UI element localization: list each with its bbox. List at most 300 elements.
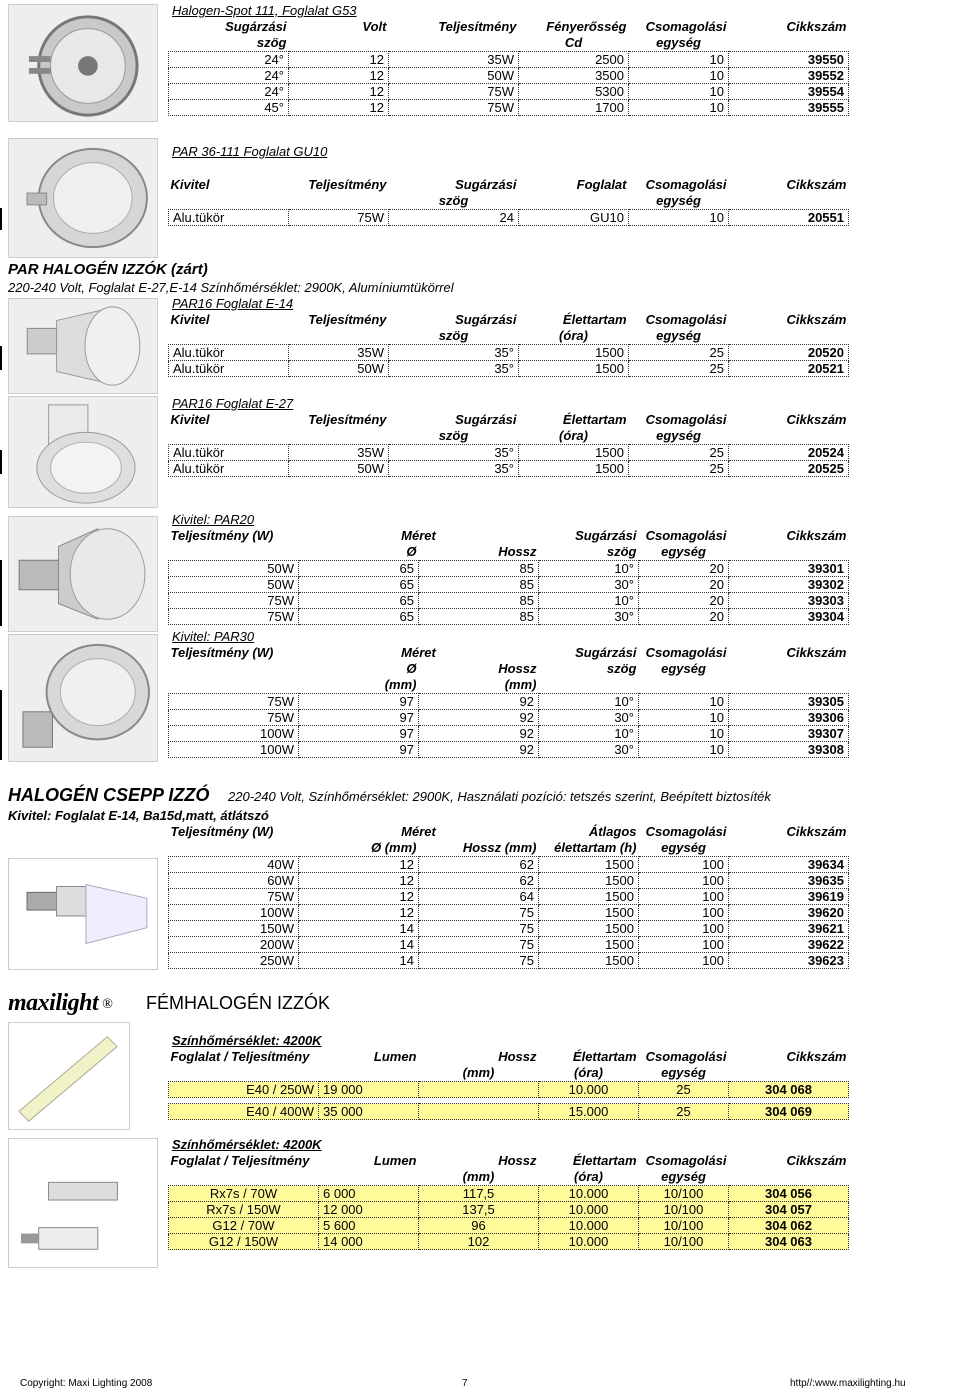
col-header: Méret	[401, 645, 436, 660]
femhalogen-rx7s-g12-photo	[8, 1138, 158, 1268]
col-header: Csomagolási	[645, 412, 727, 427]
table-cell: 137,5	[419, 1202, 539, 1218]
table-cell: 10.000	[539, 1234, 639, 1250]
col-header: Kivitel	[170, 312, 210, 327]
table-row	[169, 857, 849, 873]
table-cell: 1500	[519, 361, 629, 377]
table-cell: 25	[639, 1104, 729, 1120]
col-header: Cikkszám	[786, 645, 847, 660]
table-cell: 10	[629, 84, 729, 100]
table-cell: 12	[289, 68, 389, 84]
col-subheader: Cd	[564, 35, 583, 50]
table-row	[169, 461, 849, 477]
col-subheader: (mm)	[462, 1169, 495, 1184]
table-header-row	[169, 528, 849, 544]
table-cell: 20	[639, 593, 729, 609]
table-header-row	[169, 1065, 849, 1082]
par36-table	[168, 177, 849, 226]
margin-bar	[0, 346, 2, 370]
table-cell: 39554	[729, 84, 849, 100]
table-cell: 1500	[519, 345, 629, 361]
table-cell: 24°	[169, 68, 289, 84]
table-cell: 1500	[519, 445, 629, 461]
col-header: Cikkszám	[786, 1153, 847, 1168]
col-header: Teljesítmény	[308, 412, 387, 427]
table-cell: 12	[299, 889, 419, 905]
table-cell: 14	[299, 921, 419, 937]
table-cell: 250W	[169, 953, 299, 969]
section-title: Halogen-Spot 111, Foglalat G53	[172, 3, 357, 18]
table-cell: 1500	[519, 461, 629, 477]
table-cell: 12	[289, 52, 389, 68]
col-header: Fényerősség	[546, 19, 627, 34]
table-cell: 64	[419, 889, 539, 905]
table-cell: 39308	[729, 742, 849, 758]
femhalogen-table-2	[168, 1153, 849, 1250]
csepp-kivitel: Kivitel: Foglalat E-14, Ba15d,matt, átlátszó	[8, 808, 269, 823]
col-subheader: egység	[656, 328, 701, 343]
table-cell: 10	[629, 68, 729, 84]
table-cell: 92	[419, 742, 539, 758]
table-cell: 39303	[729, 593, 849, 609]
table-cell: Alu.tükör	[169, 445, 289, 461]
col-header: Átlagos	[588, 824, 637, 839]
table-row	[169, 345, 849, 361]
par16-e27-table	[168, 412, 849, 477]
col-header: Kivitel	[170, 412, 210, 427]
table-cell: 75W	[169, 710, 299, 726]
table-cell: 10/100	[639, 1218, 729, 1234]
par20-photo	[8, 516, 158, 632]
table-cell: 10	[639, 742, 729, 758]
table-cell: 97	[299, 694, 419, 710]
table-cell: 10	[629, 52, 729, 68]
table-row	[169, 710, 849, 726]
femhalogen-heading: FÉMHALOGÉN IZZÓK	[146, 993, 331, 1013]
col-header: Élettartam	[562, 312, 627, 327]
table-cell: 39305	[729, 694, 849, 710]
table-row	[169, 361, 849, 377]
table-row	[169, 1082, 849, 1098]
par20-table	[168, 528, 849, 625]
table-row	[169, 937, 849, 953]
col-header: Cikkszám	[786, 824, 847, 839]
csepp-subheading: 220-240 Volt, Színhőmérséklet: 2900K, Használati pozíció: tetszés szerint, Beépített biztosíték	[228, 789, 771, 804]
table-cell: 20525	[729, 461, 849, 477]
table-cell: 12	[289, 84, 389, 100]
table-cell: 35W	[389, 52, 519, 68]
table-cell: 25	[629, 461, 729, 477]
table-cell: 35°	[389, 445, 519, 461]
femhalogen-table-1	[168, 1049, 849, 1120]
col-header: Hossz	[498, 1049, 537, 1064]
col-header: Cikkszám	[786, 528, 847, 543]
table-cell: 35W	[289, 445, 389, 461]
col-subheader: (mm)	[384, 677, 417, 692]
table-cell: 30°	[539, 609, 639, 625]
table-cell: 39623	[729, 953, 849, 969]
table-cell: 39620	[729, 905, 849, 921]
table-cell: 39634	[729, 857, 849, 873]
table-cell: 75	[419, 905, 539, 921]
table-row	[169, 889, 849, 905]
table-cell: Alu.tükör	[169, 361, 289, 377]
par-halogen-heading: PAR HALOGÉN IZZÓK (zárt)	[8, 261, 208, 278]
table-cell: 100	[639, 889, 729, 905]
col-header: Teljesítmény (W)	[170, 824, 274, 839]
table-cell: 50W	[169, 561, 299, 577]
table-row	[169, 1234, 849, 1250]
halogen-spot-table	[168, 19, 849, 116]
table-cell: 1500	[539, 857, 639, 873]
table-cell: 75W	[389, 84, 519, 100]
section-title: PAR16 Foglalat E-14	[172, 296, 294, 311]
table-cell: 304 069	[729, 1104, 849, 1120]
col-header: Méret	[401, 824, 436, 839]
col-header: Teljesítmény	[308, 312, 387, 327]
table-cell: 1700	[519, 100, 629, 116]
table-header-row	[169, 412, 849, 428]
table-cell: 92	[419, 694, 539, 710]
table-cell: 12	[299, 905, 419, 921]
table-cell: 50W	[389, 68, 519, 84]
col-subheader	[729, 328, 849, 345]
col-header: Sugárzási	[575, 645, 637, 660]
section-title: Kivitel: PAR20	[172, 512, 255, 527]
table-cell: 10.000	[539, 1186, 639, 1202]
table-cell: 85	[419, 609, 539, 625]
col-subheader	[169, 328, 289, 345]
col-header: Hossz	[498, 1153, 537, 1168]
col-subheader: egység	[656, 428, 701, 443]
col-header: Sugárzási	[225, 19, 287, 34]
table-cell: 92	[419, 710, 539, 726]
footer-url[interactable]: http//:www.maxilighting.hu	[790, 1378, 906, 1389]
table-cell: 75	[419, 921, 539, 937]
table-cell: 10/100	[639, 1234, 729, 1250]
col-header: Élettartam	[572, 1049, 637, 1064]
table-cell: 75W	[169, 889, 299, 905]
table-row	[169, 1104, 849, 1120]
col-subheader: Hossz (mm)	[462, 840, 537, 855]
table-cell: 39307	[729, 726, 849, 742]
table-cell: 150W	[169, 921, 299, 937]
margin-bar	[0, 208, 2, 230]
footer-page-number: 7	[462, 1378, 468, 1389]
col-header: Foglalat / Teljesítmény	[170, 1153, 310, 1168]
table-cell: 75	[419, 953, 539, 969]
table-cell: 3500	[519, 68, 629, 84]
table-cell: 92	[419, 726, 539, 742]
table-cell: 15.000	[539, 1104, 639, 1120]
table-row	[169, 210, 849, 226]
col-header: Csomagolási	[645, 19, 727, 34]
table-cell: 39304	[729, 609, 849, 625]
table-cell: 20	[639, 577, 729, 593]
col-subheader: (mm)	[462, 1065, 495, 1080]
table-cell: 1500	[539, 873, 639, 889]
table-row	[169, 52, 849, 68]
table-header-row	[169, 193, 849, 210]
table-cell: 20	[639, 561, 729, 577]
col-header: Cikkszám	[786, 177, 847, 192]
table-cell: 25	[629, 345, 729, 361]
table-cell: 20521	[729, 361, 849, 377]
col-header: Élettartam	[572, 1153, 637, 1168]
col-header: Cikkszám	[786, 19, 847, 34]
table-cell: 40W	[169, 857, 299, 873]
col-subheader	[289, 35, 389, 52]
col-subheader	[169, 428, 289, 445]
table-cell: 10.000	[539, 1202, 639, 1218]
table-cell: 30°	[539, 742, 639, 758]
table-header-row	[169, 544, 849, 561]
col-header: Teljesítmény (W)	[170, 528, 274, 543]
table-row	[169, 921, 849, 937]
col-subheader	[289, 428, 389, 445]
table-cell: 304 056	[729, 1186, 849, 1202]
table-cell: 304 068	[729, 1082, 849, 1098]
table-cell: 97	[299, 742, 419, 758]
table-cell: 10/100	[639, 1202, 729, 1218]
table-header-row	[169, 645, 849, 661]
table-cell: 117,5	[419, 1186, 539, 1202]
margin-bar	[0, 450, 2, 474]
col-subheader: Ø	[406, 544, 417, 559]
table-cell: 75W	[169, 694, 299, 710]
col-subheader: szög	[606, 544, 637, 559]
table-cell: 96	[419, 1218, 539, 1234]
col-subheader	[169, 1169, 319, 1186]
table-cell: 100	[639, 937, 729, 953]
table-cell: 85	[419, 561, 539, 577]
table-header-row	[169, 428, 849, 445]
table-row	[169, 609, 849, 625]
table-cell: 10	[629, 100, 729, 116]
table-cell: 2500	[519, 52, 629, 68]
table-cell: 200W	[169, 937, 299, 953]
col-header: Foglalat	[576, 177, 627, 192]
col-header: Csomagolási	[645, 1153, 727, 1168]
col-header: Sugárzási	[575, 528, 637, 543]
table-cell: GU10	[519, 210, 629, 226]
table-cell: 85	[419, 593, 539, 609]
col-header: Teljesítmény	[438, 19, 517, 34]
table-row	[169, 1202, 849, 1218]
table-cell: 25	[639, 1082, 729, 1098]
table-cell: 14	[299, 953, 419, 969]
table-cell: 5300	[519, 84, 629, 100]
table-row	[169, 445, 849, 461]
table-cell: 39635	[729, 873, 849, 889]
col-subheader: Ø	[406, 661, 417, 676]
section-title: Kivitel: PAR30	[172, 629, 255, 644]
table-cell: 75W	[169, 609, 299, 625]
table-cell: 10°	[539, 593, 639, 609]
table-header-row	[169, 1049, 849, 1065]
table-row	[169, 68, 849, 84]
table-cell: 100	[639, 921, 729, 937]
table-header-row	[169, 1153, 849, 1169]
table-row	[169, 694, 849, 710]
col-subheader	[169, 193, 289, 210]
par16-e14-photo	[8, 298, 158, 394]
table-cell: E40 / 250W	[169, 1082, 319, 1098]
table-cell: 65	[299, 609, 419, 625]
margin-bar	[0, 690, 2, 760]
table-header-row	[169, 824, 849, 840]
table-header-row	[169, 661, 849, 677]
table-cell: E40 / 400W	[169, 1104, 319, 1120]
col-header: Élettartam	[562, 412, 627, 427]
registered-mark: ®	[102, 997, 113, 1012]
col-subheader: Ø (mm)	[371, 840, 417, 855]
table-header-row	[169, 1169, 849, 1186]
col-subheader: (óra)	[574, 1169, 603, 1184]
table-cell: 35°	[389, 361, 519, 377]
table-cell: 10°	[539, 561, 639, 577]
table-cell: 1500	[539, 921, 639, 937]
table-cell: 35 000	[319, 1104, 419, 1120]
table-cell: 39621	[729, 921, 849, 937]
table-header-row	[169, 177, 849, 193]
col-header: Csomagolási	[645, 824, 727, 839]
table-row	[169, 726, 849, 742]
table-header-row	[169, 19, 849, 35]
table-cell: 1500	[539, 905, 639, 921]
table-cell: 14	[299, 937, 419, 953]
table-cell: 10/100	[639, 1186, 729, 1202]
table-cell: 35W	[289, 345, 389, 361]
col-header: Teljesítmény	[308, 177, 387, 192]
halogen-spot-111-photo	[8, 4, 158, 122]
table-cell: 25	[629, 445, 729, 461]
table-cell: Rx7s / 70W	[169, 1186, 319, 1202]
table-cell: 10°	[539, 694, 639, 710]
table-header-row	[169, 328, 849, 345]
table-cell: 39301	[729, 561, 849, 577]
par16-e27-photo	[8, 396, 158, 508]
section-title: Színhőmérséklet: 4200K	[172, 1033, 322, 1048]
col-subheader	[319, 1065, 419, 1082]
table-cell: 100W	[169, 905, 299, 921]
csepp-table	[168, 824, 849, 969]
col-subheader: szög	[438, 193, 469, 208]
table-cell: 39619	[729, 889, 849, 905]
table-row	[169, 1186, 849, 1202]
table-cell: 100	[639, 873, 729, 889]
par16-e14-table	[168, 312, 849, 377]
table-cell: 45°	[169, 100, 289, 116]
table-cell: 10°	[539, 726, 639, 742]
table-cell: 1500	[539, 953, 639, 969]
table-cell: 20	[639, 609, 729, 625]
table-cell	[419, 1082, 539, 1098]
col-subheader: szög	[606, 661, 637, 676]
table-cell: Alu.tükör	[169, 461, 289, 477]
table-cell: 100	[639, 953, 729, 969]
table-cell: 10	[639, 726, 729, 742]
col-subheader	[519, 193, 629, 210]
col-subheader: szög	[438, 328, 469, 343]
table-cell: 10.000	[539, 1082, 639, 1098]
par36-gu10-photo	[8, 138, 158, 258]
table-cell: 50W	[289, 461, 389, 477]
table-row	[169, 905, 849, 921]
logo-text: maxilight	[8, 990, 99, 1016]
table-cell: 100W	[169, 726, 299, 742]
col-subheader	[289, 328, 389, 345]
col-subheader	[289, 193, 389, 210]
table-cell: 50W	[289, 361, 389, 377]
col-subheader: egység	[661, 1065, 706, 1080]
table-cell: 100W	[169, 742, 299, 758]
table-cell: 24	[389, 210, 519, 226]
table-cell: Alu.tükör	[169, 210, 289, 226]
table-cell: 50W	[169, 577, 299, 593]
col-header: Cikkszám	[786, 1049, 847, 1064]
col-header: Sugárzási	[455, 412, 517, 427]
table-cell: 100	[639, 905, 729, 921]
section-title: Színhőmérséklet: 4200K	[172, 1137, 322, 1152]
table-cell: 75	[419, 937, 539, 953]
table-row	[169, 100, 849, 116]
table-header-row	[169, 35, 849, 52]
table-cell: 20520	[729, 345, 849, 361]
col-header: Csomagolási	[645, 177, 727, 192]
par30-table	[168, 645, 849, 758]
table-cell: 65	[299, 577, 419, 593]
col-header: Teljesítmény (W)	[170, 645, 274, 660]
col-subheader	[729, 428, 849, 445]
col-header: Csomagolási	[645, 1049, 727, 1064]
table-cell: 10.000	[539, 1218, 639, 1234]
csepp-heading: HALOGÉN CSEPP IZZÓ	[8, 785, 210, 805]
col-subheader: egység	[661, 1169, 706, 1184]
table-cell: 100	[639, 857, 729, 873]
csepp-izzo-photo	[8, 858, 158, 970]
table-cell: 39622	[729, 937, 849, 953]
table-cell: G12 / 70W	[169, 1218, 319, 1234]
table-cell: Rx7s / 150W	[169, 1202, 319, 1218]
table-cell: G12 / 150W	[169, 1234, 319, 1250]
table-cell: 1500	[539, 889, 639, 905]
col-header: Csomagolási	[645, 528, 727, 543]
table-cell: 10	[639, 710, 729, 726]
table-cell: 304 062	[729, 1218, 849, 1234]
table-cell: 10	[629, 210, 729, 226]
table-cell: 12 000	[319, 1202, 419, 1218]
table-cell: 1500	[539, 937, 639, 953]
table-cell: 304 057	[729, 1202, 849, 1218]
table-cell: 10	[639, 694, 729, 710]
table-cell: 39555	[729, 100, 849, 116]
col-subheader: egység	[656, 35, 701, 50]
table-header-row	[169, 312, 849, 328]
table-cell: 85	[419, 577, 539, 593]
table-cell: 12	[299, 857, 419, 873]
col-header: Lumen	[373, 1153, 417, 1168]
col-subheader: Hossz	[498, 544, 537, 559]
table-cell: 35°	[389, 461, 519, 477]
table-header-row	[169, 840, 849, 857]
col-subheader: (mm)	[504, 677, 537, 692]
table-cell: 30°	[539, 710, 639, 726]
section-title: PAR16 Foglalat E-27	[172, 396, 294, 411]
table-cell: 62	[419, 873, 539, 889]
table-cell: 20551	[729, 210, 849, 226]
femhalogen-e40-photo	[8, 1022, 130, 1130]
